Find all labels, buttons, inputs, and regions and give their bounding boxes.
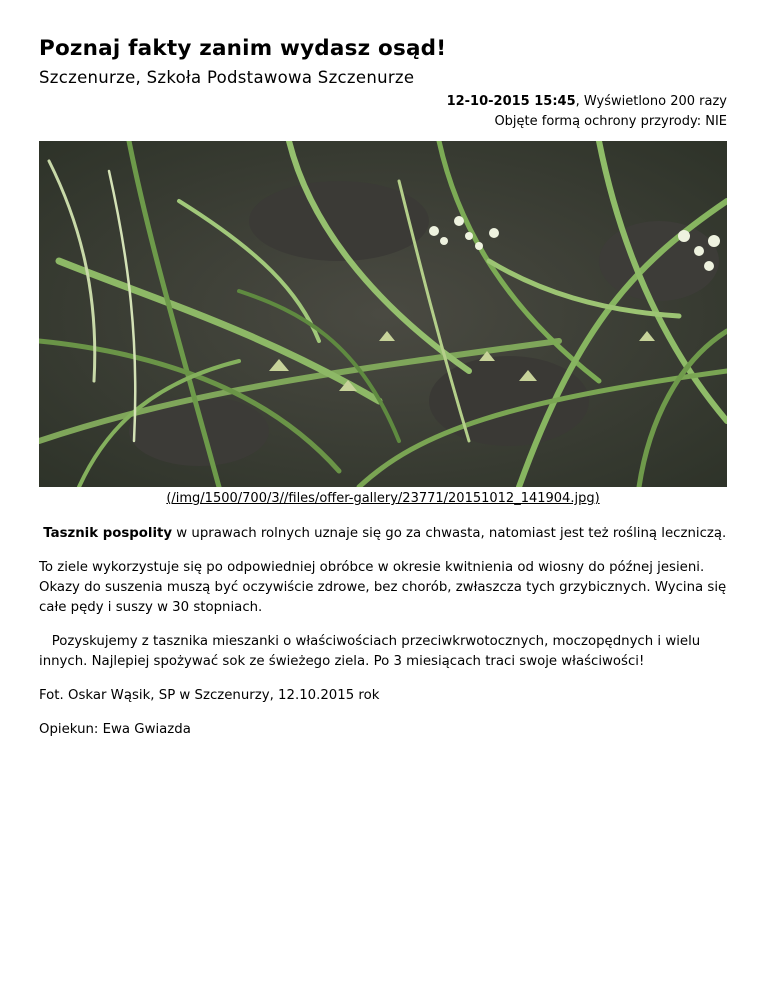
plant-photo-illustration [39, 141, 727, 487]
photo-credit: Fot. Oskar Wąsik, SP w Szczenurzy, 12.10.2015 rok [39, 688, 380, 703]
date-views-line [39, 92, 727, 112]
paragraph-properties [39, 632, 727, 672]
location-subtitle: Szczenurze, Szkoła Podstawowa Szczenurze [39, 68, 415, 87]
article [39, 34, 727, 740]
plant-photo [39, 141, 727, 487]
lead-text: w uprawach rolnych uznaje się go za chwasta, natomiast jest też rośliną leczniczą. [172, 526, 727, 541]
meta-info [39, 92, 727, 132]
protection-status: Objęte formą ochrony przyrody: NIE [494, 114, 727, 129]
paragraph-properties-text: Pozyskujemy z tasznika mieszanki o właściwościach przeciwkrwotocznych, moczopędnych i wielu innych. Najlepiej spożywać sok ze świeżego ziela. Po 3 miesiącach traci swoje właściwości! [39, 634, 701, 669]
page-title: Poznaj fakty zanim wydasz osąd! [39, 36, 447, 61]
publish-datetime: 12-10-2015 15:45 [446, 94, 576, 109]
supervisor: Opiekun: Ewa Gwiazda [39, 722, 191, 737]
plant-name: Tasznik pospolity [43, 526, 173, 541]
paragraph-usage: To ziele wykorzystuje się po odpowiedniej obróbce w okresie kwitnienia od wiosny do późnej jesieni. Okazy do suszenia muszą być oczywiście zdrowe, bez chorób, zwłaszcza tych grzybicznych. Wycina się całe pędy i suszy w 30 stopniach. [39, 560, 727, 615]
image-source-link[interactable]: (/img/1500/700/3//files/offer-gallery/23771/20151012_141904.jpg) [166, 491, 600, 506]
view-count: , Wyświetlono 200 razy [575, 94, 727, 109]
lead-paragraph [39, 524, 727, 544]
